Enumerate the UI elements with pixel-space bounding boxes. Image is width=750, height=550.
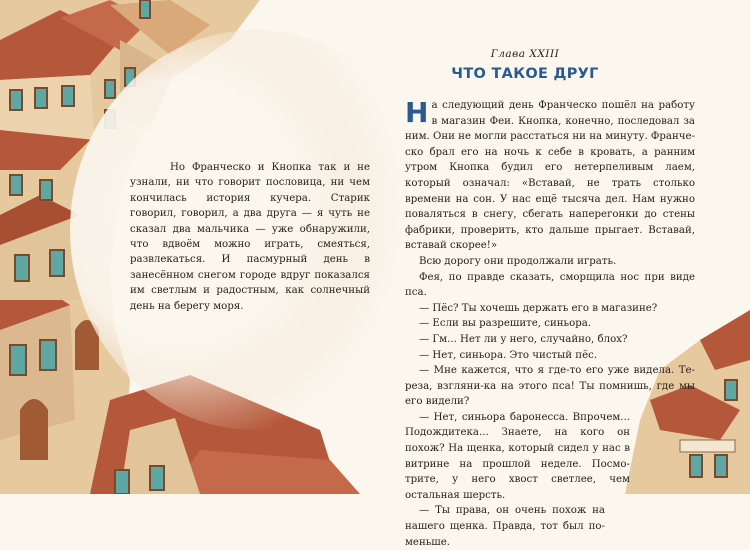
right-page-text bbox=[405, 98, 695, 550]
first-paragraph-text: а следующий день Франческо пошёл на работу в магазин Феи. Кнопка, конечно, последовал за ним. Они не могли расстаться ни на минуту. Франческо брал его на ночь к себе в кровать, а ранним утром Кнопка будил его нетерпеливым лаем, который означал: «Вставай, не трать столько времени на сон. У нас ещё тысяча дел. Нам нужно поваляться в снегу, сбегать наперегонки до стены фабрики, проверить, кто дальше прыгает. Вставай, вставай скорее!» bbox=[405, 100, 695, 252]
dialogue-line: — Ты права, он очень похож на нашего щенка. Правда, тот был поменьше. bbox=[405, 505, 605, 548]
chapter-title: ЧТО ТАКОЕ ДРУГ bbox=[451, 66, 599, 82]
first-paragraph bbox=[405, 98, 695, 254]
paragraph: Всю дорогу они продолжали играть. bbox=[419, 255, 617, 267]
drop-cap: Н bbox=[405, 96, 429, 129]
chapter-label: Глава XXIII bbox=[490, 48, 560, 60]
left-paragraph: Но Франческо и Кнопка так и не узнали, ни что говорит пословица, ни чем кончилась история кучера. Старик говорил, говорил, а два друга — я чуть не сказал два мальчика — уже обнаружили, что вдвоём можно играть, смеяться, развлекаться. И пасмурный день в занесённом снегом городе вдруг показался им светлым и радостным, как солнечный день на берегу моря. bbox=[130, 162, 370, 312]
dialogue-line: — Мне кажется, что я где-то его уже видела. Тереза, взгляни-ка на этого пса! Ты помнишь, где мы его видели? bbox=[405, 365, 695, 408]
left-page-text bbox=[130, 160, 370, 314]
dialogue-line: — Нет, синьора баронесса. Впрочем... Подождитека... Знаете, на кого он похож? На щенка, который сидел у нас в витрине на прошлой неделе. Посмотрите, у него хвост светлее, чем остальная шерсть. bbox=[405, 411, 630, 501]
dialogue-line: — Гм... Нет ли у него, случайно, блох? bbox=[419, 333, 628, 345]
dialogue-line: — Если вы разрешите, синьора. bbox=[419, 318, 592, 330]
dialogue-line: — Нет, синьора. Это чистый пёс. bbox=[419, 349, 598, 361]
paragraph: Фея, по правде сказать, сморщила нос при виде пса. bbox=[405, 271, 695, 299]
dialogue-line: — Пёс? Ты хочешь держать его в магазине? bbox=[419, 302, 658, 314]
